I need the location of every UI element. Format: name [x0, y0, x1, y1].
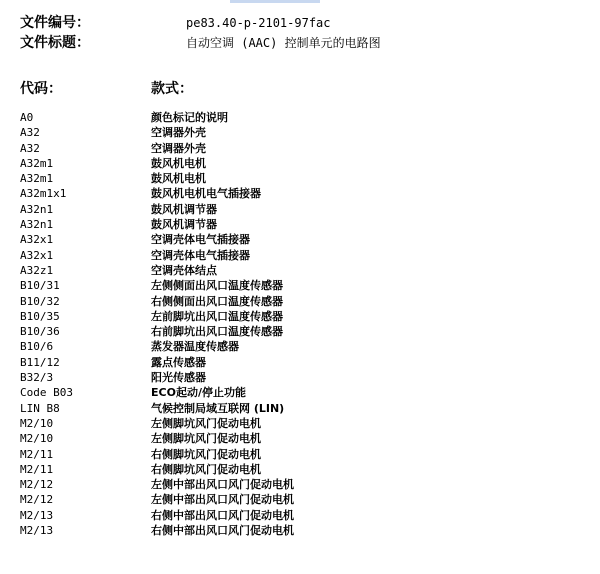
list-item	[20, 477, 580, 492]
component-description: 鼓风机电机	[151, 156, 206, 170]
list-item	[20, 110, 580, 125]
component-description: 右侧侧面出风口温度传感器	[151, 294, 283, 308]
component-description: 空调器外壳	[151, 126, 206, 140]
component-code: LIN B8	[20, 401, 60, 415]
list-item	[20, 186, 580, 201]
component-description: 露点传感器	[151, 355, 206, 369]
list-item	[20, 401, 580, 416]
component-code: M2/12	[20, 493, 54, 507]
component-description: 左侧侧面出风口温度传感器	[151, 279, 283, 293]
component-code: B10/35	[20, 309, 60, 323]
list-item	[20, 309, 580, 324]
component-code: M2/11	[20, 462, 54, 476]
component-description: 右前脚坑出风口温度传感器	[151, 325, 283, 339]
list-item	[20, 385, 580, 400]
component-code: A32m1	[20, 156, 54, 170]
component-code: A32	[20, 141, 40, 155]
list-item	[20, 508, 580, 523]
list-item	[20, 462, 580, 477]
component-description: 空调壳体电气插接器	[151, 233, 250, 247]
component-description: 右侧脚坑风门促动电机	[151, 447, 261, 461]
component-description: 空调壳体结点	[151, 263, 217, 277]
component-description: 鼓风机调节器	[151, 218, 217, 232]
document-title-value: 自动空调 (AAC) 控制单元的电路图	[186, 36, 381, 50]
list-item	[20, 294, 580, 309]
component-description: 右侧中部出风口风门促动电机	[151, 524, 294, 538]
list-item	[20, 416, 580, 431]
component-code: B32/3	[20, 371, 54, 385]
document-number-value: pe83.40-p-2101-97fac	[186, 16, 331, 30]
list-item	[20, 141, 580, 156]
component-code: A32m1	[20, 172, 54, 186]
component-code: M2/12	[20, 478, 54, 492]
component-code: A32m1x1	[20, 187, 67, 201]
list-item	[20, 202, 580, 217]
component-code: M2/13	[20, 524, 54, 538]
component-description: 蒸发器温度传感器	[151, 340, 239, 354]
component-list	[20, 110, 580, 538]
list-item	[20, 263, 580, 278]
list-item	[20, 156, 580, 171]
list-item	[20, 232, 580, 247]
component-code: A32z1	[20, 263, 54, 277]
component-description: 气候控制局域互联网 (LIN)	[151, 401, 285, 415]
component-description: 左侧中部出风口风门促动电机	[151, 478, 294, 492]
component-code: A32n1	[20, 218, 54, 232]
component-description: 左侧脚坑风门促动电机	[151, 416, 261, 430]
list-item	[20, 447, 580, 462]
document-number-label: 文件编号：	[20, 15, 90, 31]
component-description: 左侧脚坑风门促动电机	[151, 432, 261, 446]
component-description: 颜色标记的说明	[151, 111, 228, 124]
list-item	[20, 125, 580, 140]
component-code: M2/10	[20, 432, 54, 446]
list-item	[20, 278, 580, 293]
component-code: A32x1	[20, 233, 54, 247]
component-code: A32x1	[20, 248, 54, 262]
component-description: 鼓风机电机	[151, 172, 206, 186]
style-column-header: 款式：	[151, 81, 193, 97]
component-description: 左前脚坑出风口温度传感器	[151, 309, 283, 323]
component-description: 鼓风机调节器	[151, 202, 217, 216]
component-description: 右侧中部出风口风门促动电机	[151, 508, 294, 522]
component-code: M2/10	[20, 416, 54, 430]
list-item	[20, 355, 580, 370]
list-item	[20, 492, 580, 507]
component-description: 左侧中部出风口风门促动电机	[151, 493, 294, 507]
list-item	[20, 217, 580, 232]
list-item	[20, 324, 580, 339]
code-column-header: 代码：	[20, 81, 62, 97]
component-description: 鼓风机电机电气插接器	[151, 187, 261, 201]
component-code: A32	[20, 126, 40, 140]
list-item	[20, 339, 580, 354]
tab-indicator	[230, 0, 320, 3]
component-code: M2/13	[20, 508, 54, 522]
list-item	[20, 431, 580, 446]
component-code: B10/6	[20, 340, 54, 354]
list-item	[20, 523, 580, 538]
component-description: 空调器外壳	[151, 141, 206, 155]
component-description: ECO起动/停止功能	[151, 386, 246, 400]
component-description: 右侧脚坑风门促动电机	[151, 462, 261, 476]
document-title-label: 文件标题：	[20, 35, 90, 51]
component-code: A32n1	[20, 202, 54, 216]
component-code: B10/32	[20, 294, 60, 308]
component-code: B10/31	[20, 279, 60, 293]
component-code: A0	[20, 111, 34, 124]
component-code: B10/36	[20, 325, 60, 339]
component-description: 阳光传感器	[151, 371, 206, 385]
list-item	[20, 248, 580, 263]
component-description: 空调壳体电气插接器	[151, 248, 250, 262]
list-item	[20, 171, 580, 186]
list-item	[20, 370, 580, 385]
component-code: Code B03	[20, 386, 73, 400]
component-code: M2/11	[20, 447, 54, 461]
component-code: B11/12	[20, 355, 60, 369]
